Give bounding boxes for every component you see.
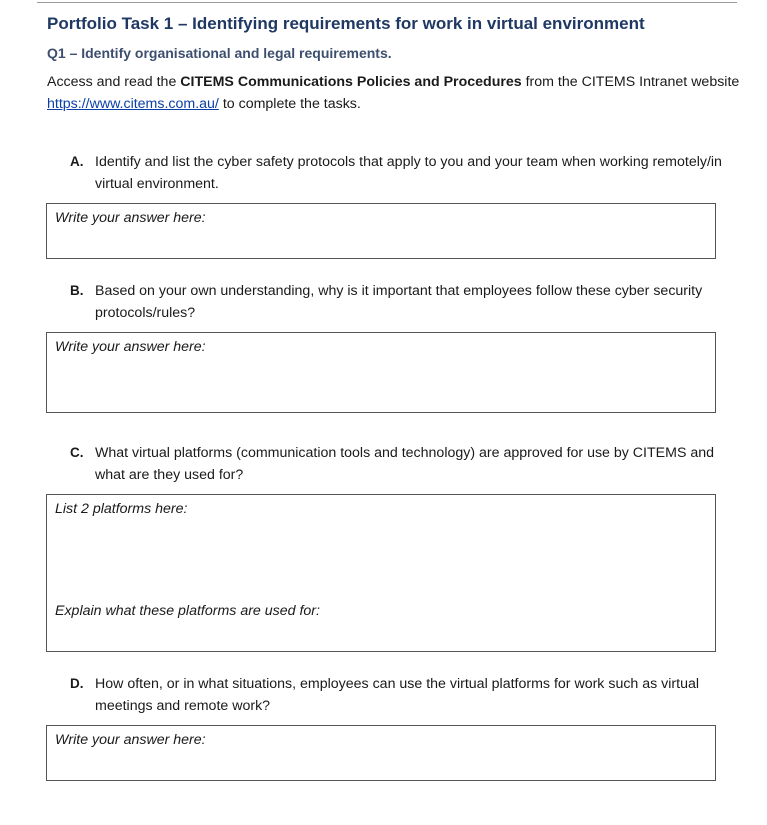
intro-text-after: from the CITEMS Intranet website [521, 74, 740, 90]
intro-paragraph [47, 71, 747, 115]
question-letter: B. [70, 283, 84, 298]
answer-box-b[interactable] [46, 332, 716, 413]
intro-tail: to complete the tasks. [218, 96, 361, 112]
question-a [70, 151, 730, 195]
answer-box-a[interactable] [46, 203, 716, 259]
top-rule [37, 2, 737, 3]
answer-hint: Write your answer here: [55, 339, 206, 355]
question-text: What virtual platforms (communication tools and technology) are approved for use by CITEMS and what are they used for? [95, 445, 715, 483]
question-heading: Q1 – Identify organisational and legal requirements. [47, 45, 392, 61]
intro-text: Access and read the [47, 74, 181, 90]
question-letter: D. [70, 676, 84, 691]
question-letter: C. [70, 445, 84, 460]
answer-hint: Write your answer here: [55, 210, 206, 226]
answer-hint: Write your answer here: [55, 732, 206, 748]
question-c [70, 442, 730, 486]
platforms-use-hint: Explain what these platforms are used for: [55, 603, 320, 619]
question-text: Identify and list the cyber safety protocols that apply to you and your team when working remotely/in virtual environment. [95, 154, 722, 192]
answer-box-c[interactable] [46, 494, 716, 652]
answer-box-d[interactable] [46, 725, 716, 781]
page-title: Portfolio Task 1 – Identifying requirements for work in virtual environment [47, 14, 645, 33]
question-b [70, 280, 730, 324]
question-text: Based on your own understanding, why is it important that employees follow these cyber security protocols/rules? [95, 283, 703, 321]
intranet-link[interactable]: https://www.citems.com.au/ [47, 96, 219, 112]
question-text: How often, or in what situations, employees can use the virtual platforms for work such as virtual meetings and remote work? [95, 676, 700, 714]
question-letter: A. [70, 154, 84, 169]
policy-name: CITEMS Communications Policies and Procedures [180, 74, 522, 90]
platforms-hint: List 2 platforms here: [55, 501, 188, 517]
question-d [70, 673, 730, 717]
